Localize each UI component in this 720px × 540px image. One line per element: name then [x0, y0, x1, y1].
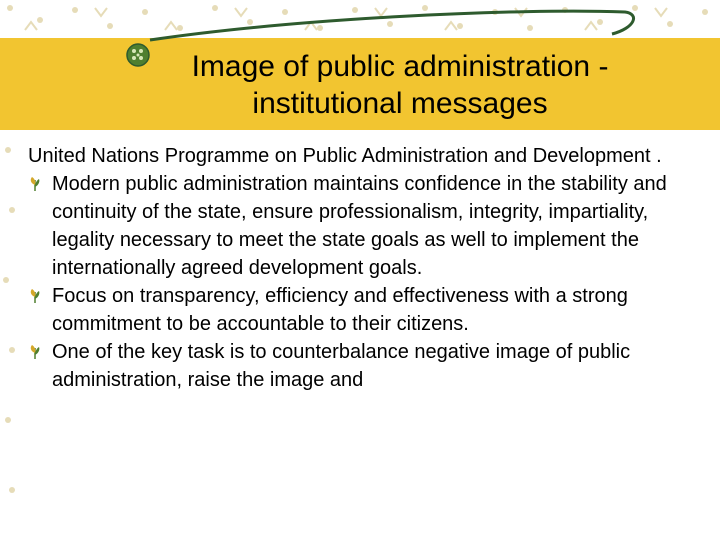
bullet-list — [28, 170, 668, 394]
list-item — [28, 338, 668, 394]
bullet-text: Modern public administration maintains confidence in the stability and continuity of the state, ensure professionalism, integrity, impartiality, legality necessary to meet the state goals as well to implement the internationally agreed development goals. — [52, 173, 667, 279]
bullet-text: Focus on transparency, efficiency and effectiveness with a strong commitment to be accountable to their citizens. — [52, 285, 628, 335]
green-orb-icon — [125, 42, 151, 68]
leaf-bullet-icon — [28, 288, 42, 304]
list-item — [28, 282, 668, 338]
slide-title: Image of public administration - institutional messages — [191, 50, 609, 120]
slide-content — [28, 142, 668, 394]
intro-text: United Nations Programme on Public Administration and Development . — [28, 145, 662, 167]
bullet-text: One of the key task is to counterbalance negative image of public administration, raise the image and — [52, 341, 631, 391]
leaf-bullet-icon — [28, 344, 42, 360]
list-item — [28, 170, 668, 282]
leaf-bullet-icon — [28, 176, 42, 192]
